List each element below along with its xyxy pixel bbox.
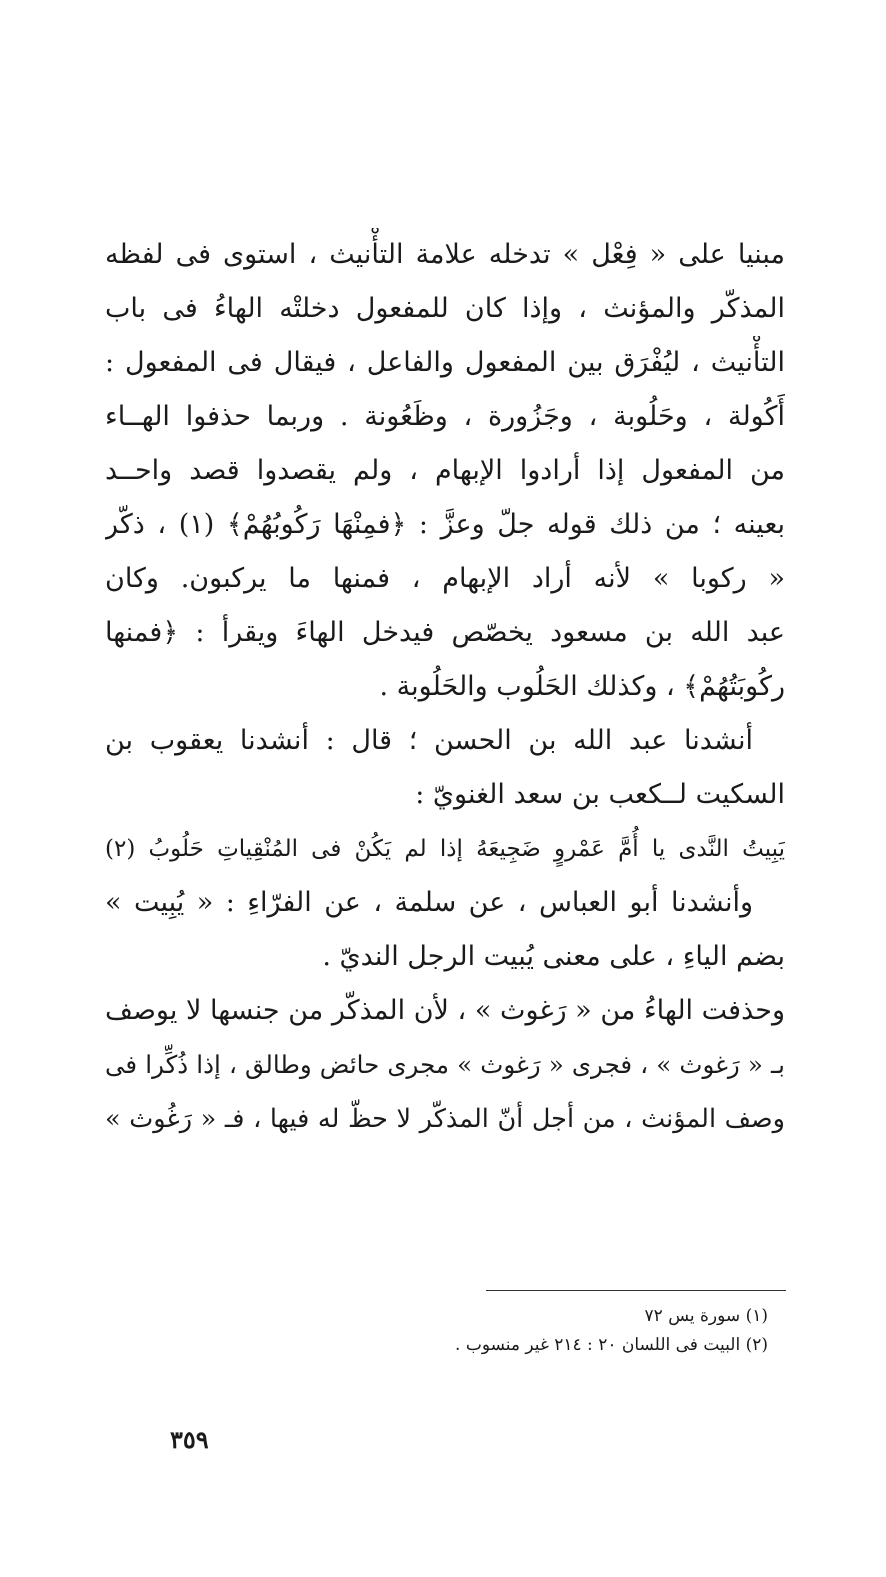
footnote-1: (١) سورة يس ٧٢ [644, 1306, 768, 1326]
text-line: وصف المؤنث ، من أجل أنّ المذكّر لا حظّ له فيها ، فـ « رَغُوث » [105, 1104, 785, 1134]
text-line: من المفعول إذا أرادوا الإبهام ، ولم يقصدوا قصد واحــد [105, 455, 785, 486]
footnote-separator [486, 1290, 786, 1291]
footnotes [268, 1302, 768, 1360]
text-line: التأْنيث ، ليُفْرَق بين المفعول والفاعل ، فيقال فى المفعول : [105, 347, 785, 378]
text-line: وأنشدنا أبو العباس ، عن سلمة ، عن الفرّاءِ : « يُبِيت » [105, 887, 753, 918]
text-line: المذكّر والمؤنث ، وإذا كان للمفعول دخلتْه الهاءُ فى باب [105, 293, 785, 324]
poetry-verse: يَبِيتُ النَّدى يا أُمَّ عَمْروٍ ضَجِيعَهُ إذا لم يَكُنْ فى المُنْقِياتِ حَلُوبُ (٢) [105, 836, 785, 862]
text-line: بـ « رَغوث » ، فجرى « رَغوث » مجرى حائض وطالق ، إذا ذُكِّرا فى [105, 1050, 785, 1079]
text-line: مبنيا على « فِعْل » تدخله علامة التأْنيث ، استوى فى لفظه [105, 239, 785, 270]
text-line: « ركوبا » لأنه أراد الإبهام ، فمنها ما يركبون. وكان [105, 563, 785, 594]
page-number: ٣٥٩ [170, 1425, 209, 1454]
text-line: بضم الياءِ ، على معنى يُبيت الرجل النديّ . [322, 941, 785, 972]
text-line: أَكُولة ، وحَلُوبة ، وجَزُورة ، وظَعُونة . وربما حذفوا الهــاء [105, 401, 785, 432]
text-line: وحذفت الهاءُ من « رَغوث » ، لأن المذكّر من جنسها لا يوصف [105, 995, 785, 1026]
footnote-2: (٢) البيت فى اللسان ٢٠ : ٢١٤ غير منسوب . [455, 1335, 768, 1355]
text-line: ركُوبَتُهُمْ﴾ ، وكذلك الحَلُوب والحَلُوبة . [379, 671, 785, 702]
text-line: السكيت لــكعب بن سعد الغنويّ : [415, 779, 785, 810]
text-line: بعينه ؛ من ذلك قوله جلّ وعزَّ : ﴿فمِنْهَا رَكُوبُهُمْ﴾ (١) ، ذكّر [105, 509, 785, 540]
text-line: أنشدنا عبد الله بن الحسن ؛ قال : أنشدنا يعقوب بن [105, 725, 753, 756]
main-text [105, 228, 785, 1146]
text-line: عبد الله بن مسعود يخصّص فيدخل الهاءَ ويقرأ : ﴿فمنها [105, 617, 785, 648]
